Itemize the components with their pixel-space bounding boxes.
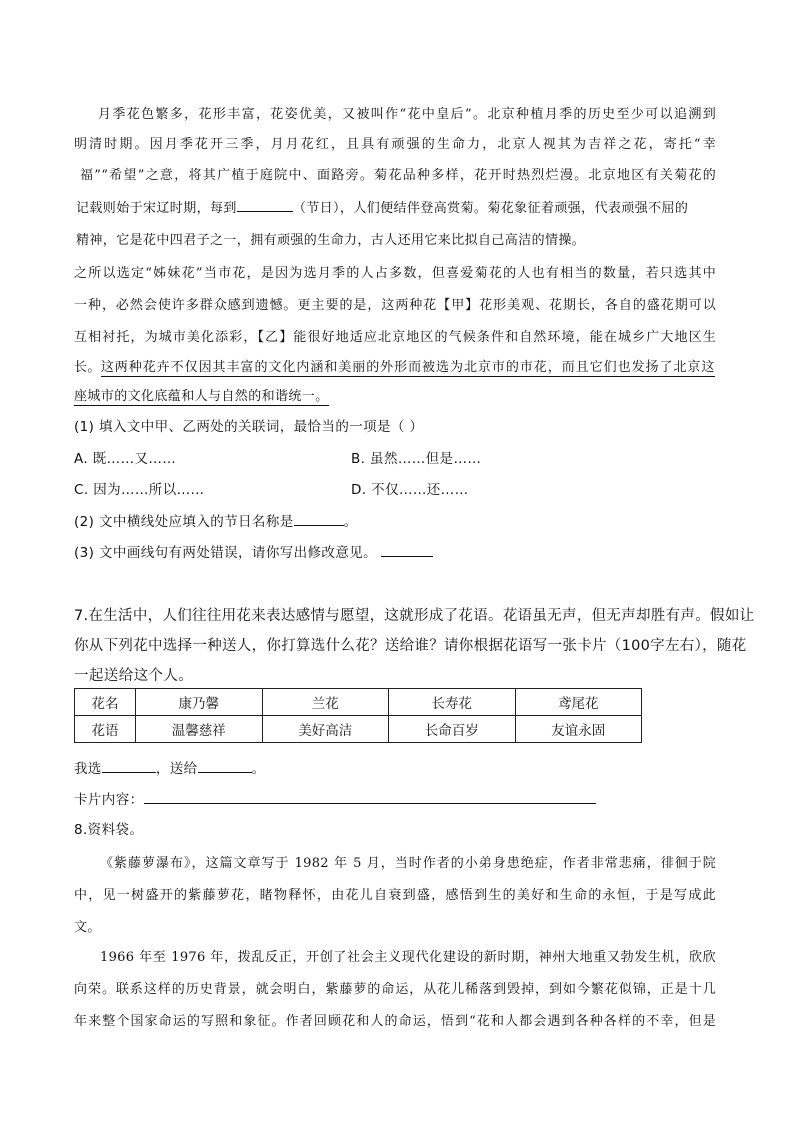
material-line: 文。	[74, 920, 101, 935]
card-line	[74, 788, 596, 808]
passage-text: 记载则始于宋辽时期，每到	[76, 201, 237, 216]
choose-label: 。	[251, 761, 266, 777]
passage-line	[74, 356, 715, 377]
material-line: 年来整个国家命运的写照和象征。作者回顾花和人的命运，悟到“花和人都会遇到各种各样的不幸，但是	[74, 1014, 716, 1029]
material-line: 中，见一树盛开的紫藤萝花，睹物释怀，由花儿自衰到盛，感悟到生的美好和生命的永恒，于是写成此	[74, 888, 716, 903]
question-8-title: 8.资料袋。	[74, 822, 144, 838]
table-cell: 兰花	[262, 689, 389, 716]
option-b[interactable]: B. 虽然……但是……	[351, 451, 482, 467]
passage-line: 月季花色繁多，花形丰富，花姿优美，又被叫作“花中皇后”。北京种植月季的历史至少可以追溯到	[98, 107, 716, 122]
passage-text: （节日），人们便结伴登高赏菊。菊花象征着顽强，代表顽强不屈的	[292, 201, 689, 216]
passage-line	[76, 197, 688, 216]
flower-choice-blank[interactable]	[102, 760, 156, 773]
flower-language-table	[74, 688, 642, 743]
question-7-line: 一起送给这个人。	[74, 668, 194, 684]
underlined-sentence: 座城市的文化底蕴和人与自然的和谐统一。	[74, 389, 329, 404]
option-a[interactable]: A. 既……又……	[74, 451, 177, 467]
question-text: (3) 文中画线句有两处错误，请你写出修改意见。	[74, 545, 378, 561]
table-cell: 花名	[75, 689, 136, 716]
passage-line: 福”“希望”之意，将其广植于庭院中、面路旁。菊花品种多样，花开时热烈烂漫。北京地区有关菊花的	[80, 168, 716, 183]
choose-line	[74, 757, 265, 777]
question-text: 。	[343, 514, 358, 530]
material-line: 向荣。联系这样的历史背景，就会明白，紫藤萝的命运，从花儿稀落到毁掉，到如今繁花似锦，正是十几	[74, 982, 716, 997]
table-cell: 长寿花	[389, 689, 516, 716]
question-6-3	[74, 541, 433, 561]
answer-blank[interactable]	[381, 544, 433, 557]
question-6-2	[74, 510, 358, 530]
table-cell: 友谊永固	[515, 716, 642, 743]
question-6-1: (1) 填入文中甲、乙两处的关联词，最恰当的一项是（ ）	[74, 419, 424, 435]
passage-text: 长。	[74, 360, 101, 375]
recipient-blank[interactable]	[198, 760, 252, 773]
passage-line	[74, 385, 329, 404]
choose-label: ，送给	[155, 761, 198, 777]
passage-line: 一种，必然会使许多群众感到遗憾。更主要的是，这两种花【甲】花形美观、花期长，各自的盛花期可以	[74, 298, 716, 313]
table-cell: 鸢尾花	[515, 689, 642, 716]
passage-line: 明清时期。因月季花开三季，月月花红，且具有顽强的生命力，北京人视其为吉祥之花，寄托“幸	[74, 137, 716, 152]
underlined-sentence: 这两种花卉不仅因其丰富的文化内涵和美丽的外形而被选为北京市的市花，而且它们也发扬了北京这	[101, 356, 715, 377]
table-cell: 美好高洁	[262, 716, 389, 743]
question-7-line: 你从下列花中选择一种送人，你打算选什么花？送给谁？请你根据花语写一张卡片（100字左右），随花	[74, 638, 747, 654]
card-label: 卡片内容：	[74, 792, 144, 808]
option-d[interactable]: D. 不仅……还……	[351, 482, 469, 498]
material-line: 《紫藤萝瀑布》，这篇文章写于 1982 年 5 月，当时作者的小弟身患绝症，作者非常悲痛，徘徊于院	[100, 856, 716, 871]
festival-blank[interactable]	[237, 199, 293, 212]
answer-blank[interactable]	[294, 513, 344, 526]
question-text: (2) 文中横线处应填入的节日名称是	[74, 514, 294, 530]
table-row	[75, 689, 642, 716]
question-7-line: 7.在生活中，人们往往用花来表达感情与愿望，这就形成了花语。花语虽无声，但无声却胜有声。假如让	[74, 608, 755, 624]
table-cell: 花语	[75, 716, 136, 743]
material-line: 1966 年至 1976 年，拨乱反正，开创了社会主义现代化建设的新时期，神州大地重又勃发生机，欣欣	[100, 950, 716, 965]
table-row	[75, 716, 642, 743]
choose-label: 我选	[74, 761, 102, 777]
table-cell: 康乃馨	[136, 689, 263, 716]
card-content-blank[interactable]	[144, 791, 596, 804]
passage-line: 精神，它是花中四君子之一，拥有顽强的生命力，古人还用它来比拟自己高洁的情操。	[76, 233, 586, 248]
table-cell: 温馨慈祥	[136, 716, 263, 743]
table-cell: 长命百岁	[389, 716, 516, 743]
passage-line: 互相衬托，为城市美化添彩，【乙】能很好地适应北京地区的气候条件和自然环境，能在城乡广大地区生	[74, 330, 716, 345]
passage-line: 之所以选定“姊妹花”当市花，是因为选月季的人占多数，但喜爱菊花的人也有相当的数量，若只选其中	[74, 266, 716, 281]
option-c[interactable]: C. 因为……所以……	[74, 482, 205, 498]
